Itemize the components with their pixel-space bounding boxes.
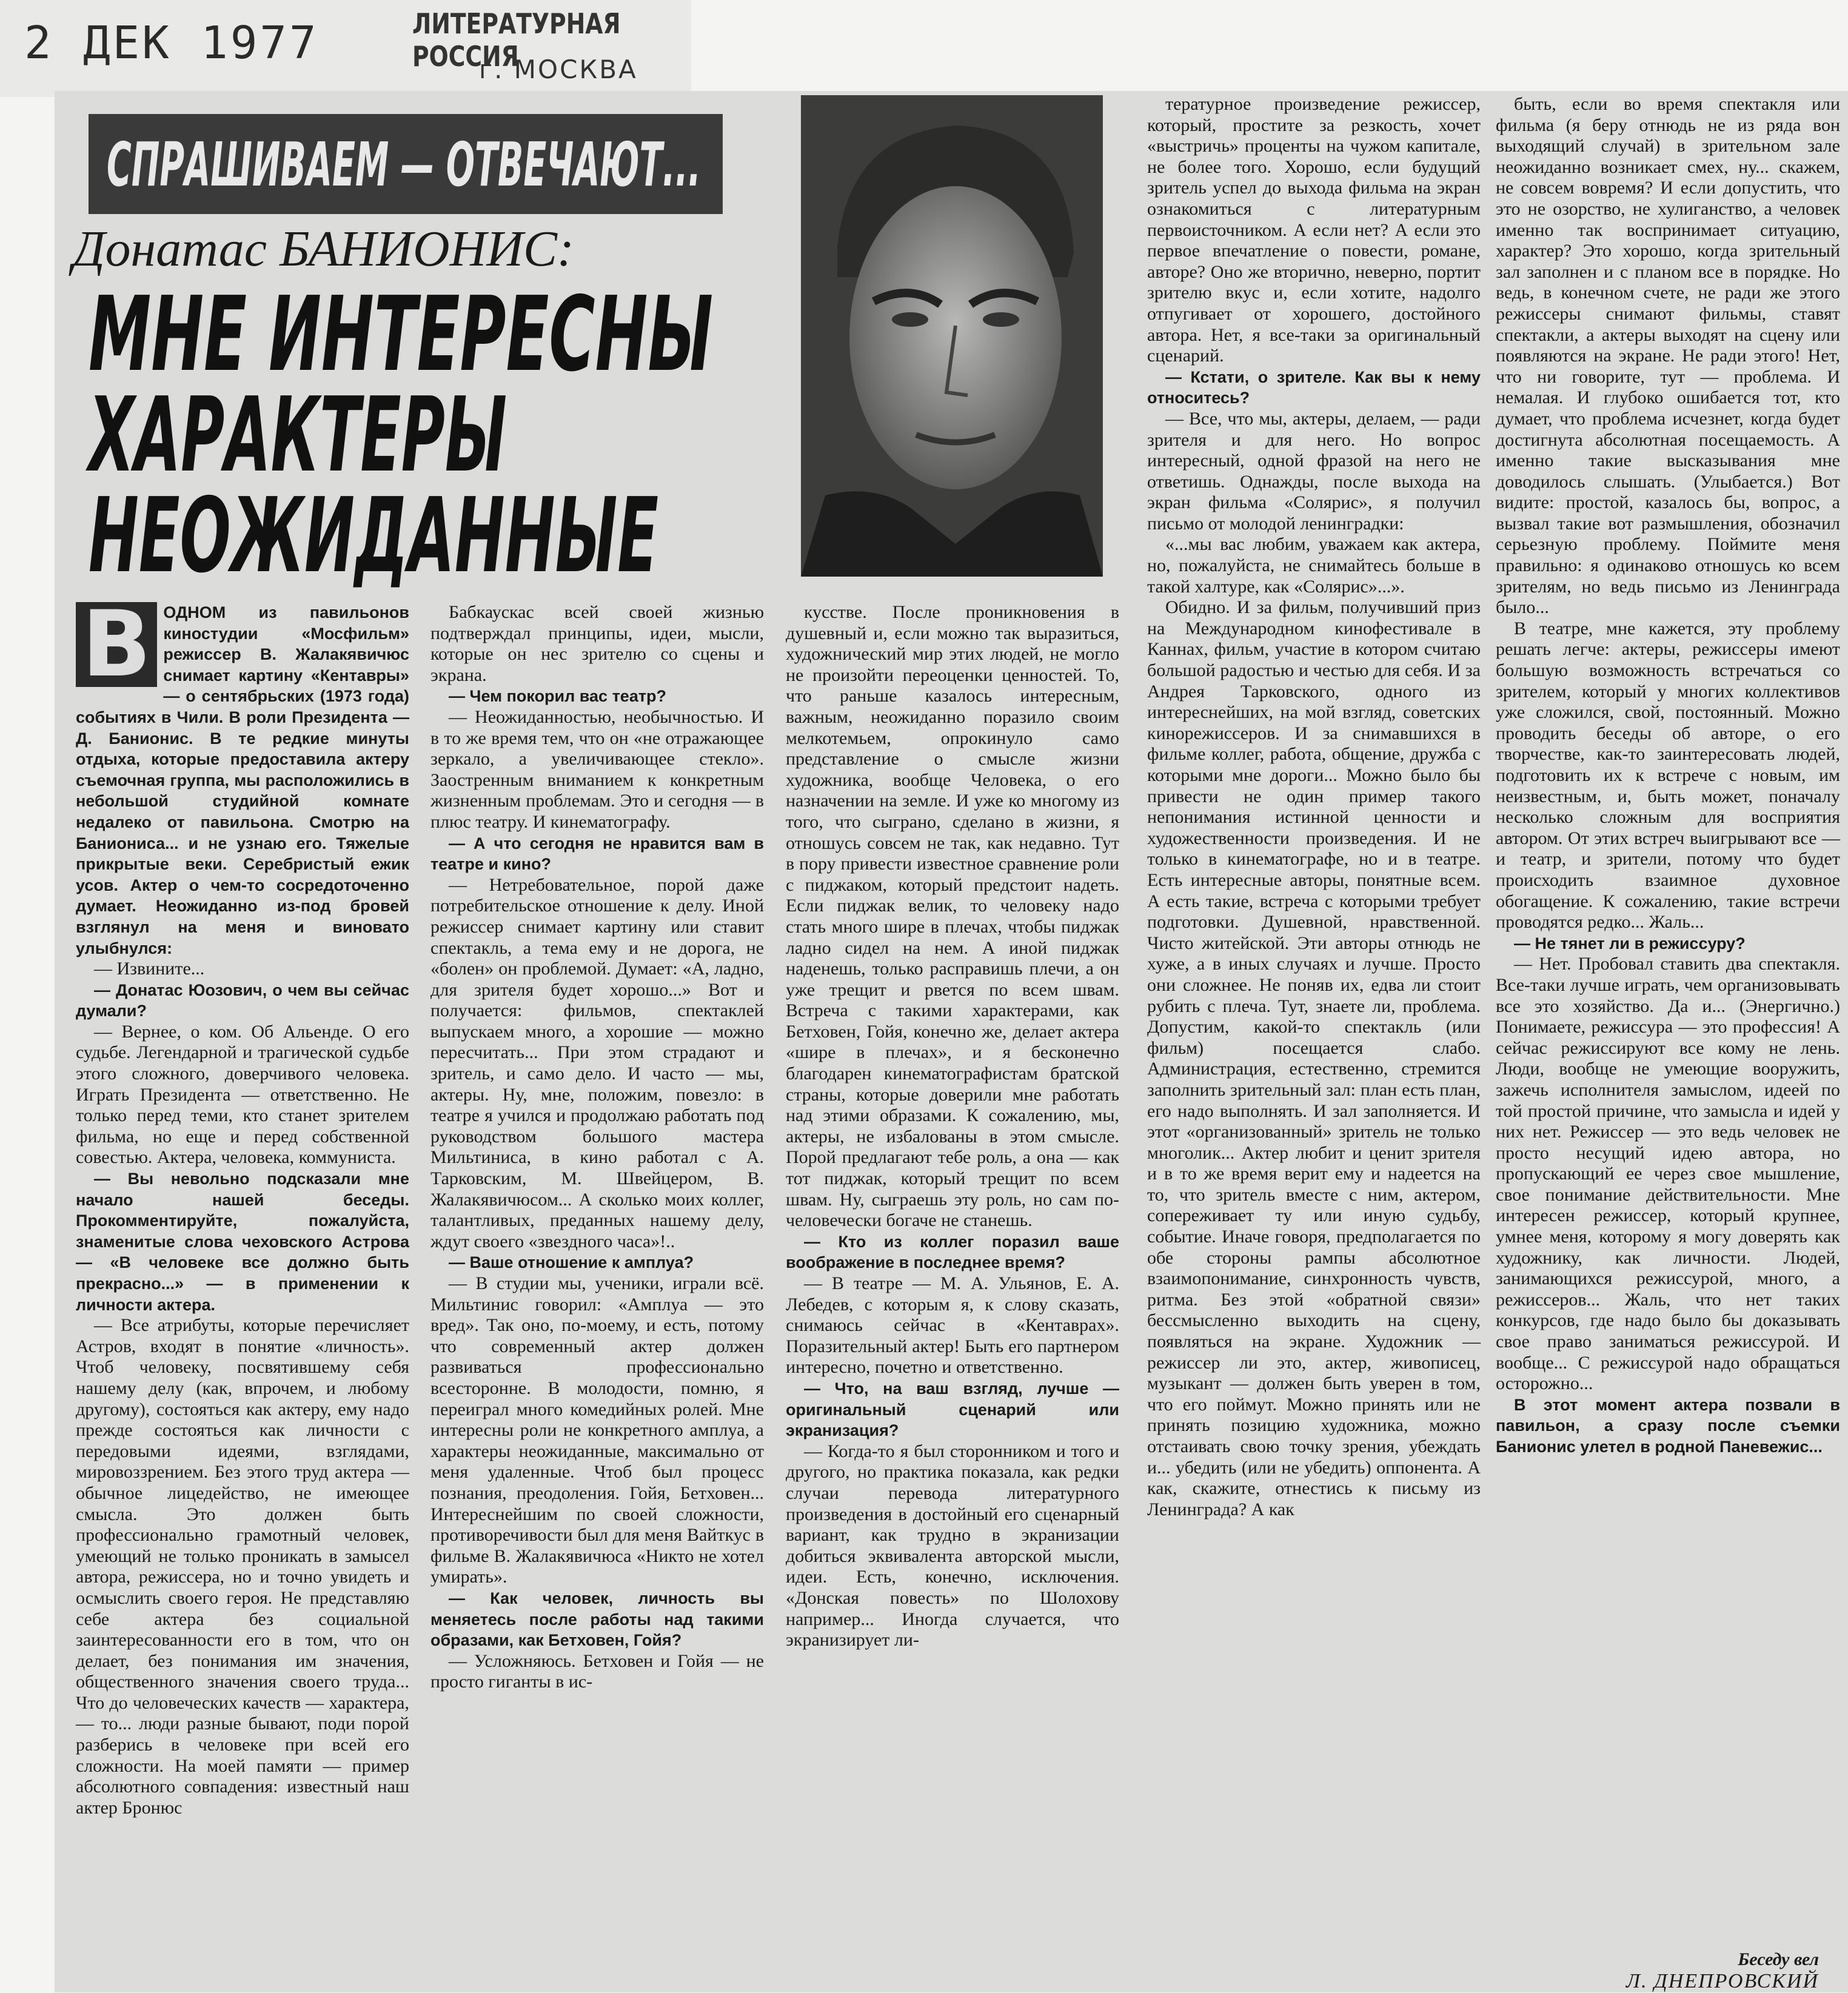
interviewee-name: Донатас БАНИОНИС:	[73, 221, 574, 277]
article-column-4	[1147, 94, 1481, 1968]
portrait-photo	[801, 95, 1103, 577]
question-paragraph: — Кстати, о зрителе. Как вы к нему относитесь?	[1147, 367, 1481, 407]
paragraph: — В студии мы, ученики, играли всё. Мильтинис говорил: «Амплуа — это вред». Так оно, по-моему, и есть, потому что современный актер должен развиваться профессионально всесторонне. В молодости, помню, я переиграл много комедийных ролей. Мне интересны роли не конкретного амплуа, а характеры неожиданные, максимально от меня удаленные. Чтоб был процесс познания, преодоления. Гойя, Бетховен... Интереснейшим по своей сложности, противоречивости был для меня Вайткус в фильме В. Жалакявичюса «Никто не хотел умирать».	[430, 1273, 764, 1587]
headline-line: МНЕ ИНТЕРЕСНЫ	[89, 275, 713, 395]
byline-name: Л. ДНЕПРОВСКИЙ	[1626, 1970, 1819, 1992]
stamp-newspaper: ЛИТЕРАТУРНАЯ РОССИЯ	[412, 7, 621, 73]
drop-cap: В	[76, 602, 157, 687]
paragraph: быть, если во время спектакля или фильма (я беру отнюдь не из ряда вон выходящий случай) в зрительном зале неожиданно возникает смех, ну... скажем, не совсем вовремя? И если допустить, что это не озорство, не хулиганство, а человек именно так воспринимает ситуацию, характер? Это хорошо, когда зрительный зал заполнен и с планом все в порядке. Но ведь, в конечном счете, не ради же этого режиссеры снимают фильмы, ставят спектакли, а актеры выходят на сцену или появляются на экране. Не ради этого! Нет, что ни говорите, тут — проблема. И немалая. И глубоко ошибается тот, кто думает, что проблема исчезнет, когда будет достигнута абсолютная посещаемость. А именно такие высказывания мне доводилось слышать. (Улыбается.) Вот видите: простой, казалось бы, вопрос, а вызвал такие вот размышления, обозначил серьезную проблему. Поймите меня правильно: я одинаково отношусь ко всем зрителям, но ведь письмо из Ленинграда было...	[1496, 94, 1840, 618]
paragraph: «...мы вас любим, уважаем как актера, но, пожалуйста, не снимайтесь больше в такой халтуре, как «Солярис»...».	[1147, 534, 1481, 597]
paragraph: — Нет. Пробовал ставить два спектакля. Все-таки лучше играть, чем организовывать все это хозяйство. Да и... (Энергично.) Понимаете, режиссура — это профессия! А сейчас режиссируют все кому не лень. Люди, вообще не умеющие вооружить, зажечь исполнителя замыслом, идеей по той простой причине, что замысла и идей у них нет. Режиссер — это ведь человек не просто несущий идею автора, но пропускающий ее через свое мышление, свое понимание действительности. Мне интересен режиссер, который крупнее, умнее меня, которому я могу доверять как художнику, как личности. Людей, занимающихся режиссурой, много, а режиссеров... Жаль, что нет таких конкурсов, где надо было бы доказывать свое право заниматься режиссурой. И вообще... С режиссурой надо обращаться осторожно...	[1496, 954, 1840, 1394]
paragraph: — Усложняюсь. Бетховен и Гойя — не просто гиганты в ис-	[430, 1650, 764, 1692]
question-paragraph: — Вы невольно подсказали мне начало нашей беседы. Прокомментируйте, пожалуйста, знаменитые слова чеховского Астрова — «В человеке все должно быть прекрасно...» — в применении к личности актера.	[76, 1170, 409, 1314]
article-column-2	[430, 602, 764, 1966]
paragraph: — Все, что мы, актеры, делаем, — ради зрителя и для него. Но вопрос интересный, одной фразой на него не ответишь. Однажды, после выхода на экран фильма «Солярис», я получил письмо от молодой ленинградки:	[1147, 408, 1481, 534]
paragraph: Обидно. И за фильм, получивший приз на Международном кинофестивале в Каннах, фильм, участие в котором считаю большой радостью и честью для себя. И за Андрея Тарковского, одного из интереснейших, на мой взгляд, советских кинорежиссеров. И за снимавшихся в фильме коллег, работа, общение, дружба с которыми мне дороги... Можно было бы привести не один пример такого непонимания истинной ценности и художественности произведения. И не только в кинематографе, но и в театре. Есть интересные авторы, понятные всем. А есть такие, встреча с которыми требует подготовки. Душевной, нравственной. Чисто житейской. Эти авторы отнюдь не хуже, а в иных случаях и лучше. Просто они сложнее. Не поняв их, едва ли стоит рубить с плеча. Тут, знаете ли, проблема. Допустим, какой-то спектакль (или фильм) посещается слабо. Администрация, естественно, стремится заполнить зрительный зал: план есть план, его надо выполнять. И зал заполняется. И этот «организованный» зритель не только многолик... Актер любит и ценит зрителя и в то же время верит ему и надеется на то, что зритель вместе с ним, актером, сопереживает ту или иную судьбу, событие. Иначе говоря, предполагается по обе стороны рампы абсолютное взаимопонимание, синхронность чувств, ритма. Без этой «обратной связи» бессмысленно выходить на сцену, появляться на экране. Художник — режиссер ли это, актер, живописец, музыкант — должен быть уверен в том, что его поймут. Можно принять или не принять позицию художника, можно отстаивать свою точку зрения, убеждать и... убедить (или не убедить) оппонента. А как, скажите, отнестись к письму из Ленинграда? А как	[1147, 597, 1481, 1519]
stamp-date: 2 ДЕК 1977	[24, 17, 319, 69]
paragraph: В театре, мне кажется, эту проблему решать легче: актеры, режиссеры имеют большую возможность встречаться со зрителем, который у многих коллективов уже сложился, свой, постоянный. Можно проводить беседы об авторе, о его творчестве, как-то заинтересовать людей, подготовить их к встрече с новым, им неизвестным, и, быть может, поначалу несколько сложным для восприятия автором. От этих встреч выигрывают все — и театр, и зрители, потому что будет происходить взаимное духовное обогащение. К сожалению, такие встречи проводятся редко... Жаль...	[1496, 618, 1840, 933]
question-paragraph: — А что сегодня не нравится вам в театре и кино?	[430, 834, 764, 874]
byline-label: Беседу вел	[1738, 1949, 1819, 1969]
paragraph: кусстве. После проникновения в душевный и, если можно так выразиться, художнический мир этих людей, не могло не произойти переоценки ценностей. То, что раньше казалось интересным, важным, неожиданно поразило своим мелкотемьем, опрокинуло само представление о смысле жизни художника, вообще Человека, о его назначении на земле. И уже ко многому из того, что сыграно, сделано в жизни, я отношусь совсем не так, как недавно. Тут в пору привести известное сравнение роли с пиджаком, который предстоит надеть. Если пиджак велик, то человеку надо стать много шире в плечах, чтобы пиджак ладно сидел на нем. А иной пиджак наденешь, только расправишь плечи, а он уже трещит и рвется по всем швам. Встреча с такими характерами, как Бетховен, Гойя, конечно же, делает актера «шире в плечах», и я бесконечно благодарен кинематографистам братской страны, которые доверили мне работать над этими образами. К сожалению, мы, актеры, не избалованы в этом смысле. Порой предлагают тебе роль, а она — как тот пиджак, который трещит по всем швам. Ну, сыграешь эту роль, но сам по-человечески богаче не станешь.	[786, 602, 1119, 1231]
byline	[1552, 1949, 1819, 1993]
question-paragraph: — Ваше отношение к амплуа?	[449, 1253, 694, 1272]
paragraph: Бабкаускас всей своей жизнью подтверждал принципы, идеи, мысли, которые он нес зрителю со сцены и экрана.	[430, 602, 764, 685]
question-paragraph: — Кто из коллег поразил ваше воображение в последнее время?	[786, 1232, 1119, 1272]
rubric-banner	[89, 114, 723, 214]
question-paragraph: В этот момент актера позвали в павильон, а сразу после съемки Банионис улетел в родной Паневежис...	[1496, 1395, 1840, 1456]
headline	[85, 275, 782, 596]
headline-line: НЕОЖИДАННЫЕ	[89, 476, 658, 596]
rubric-title: СПРАШИВАЕМ — ОТВЕЧАЮТ...	[107, 129, 701, 200]
paragraph: — Неожиданностью, необычностью. И в то же время тем, что он «не отражающее зеркало, а увеличивающее стекло». Заостренным вниманием к конкретным жизненным проблемам. Это и сегодня — в плюс театру. И кинематографу.	[430, 706, 764, 832]
article-column-1	[76, 592, 409, 1966]
paragraph: — В театре — М. А. Ульянов, Е. А. Лебедев, с которым я, к слову сказать, снимаюсь сейчас в «Кентаврах». Поразительный актер! Быть его партнером интересно, почетно и ответственно.	[786, 1273, 1119, 1378]
paragraph: — Все атрибуты, которые перечисляет Астров, входят в понятие «личность». Чтоб человеку, посвятившему себя нашему делу (как, впрочем, и любому другому), состояться как актеру, ему надо прежде состояться как личности с передовыми идеями, взглядами, мировоззрением. Без этого труд актера — обычное лицедейство, не имеющее смысла. Это должен быть профессионально грамотный человек, умеющий не только проникать в замысел автора, режиссера, но и точно увидеть и осмыслить своего героя. Не представляю себе актера без социальной заинтересованности его в том, что он делает, без понимания им значения, общественного значения своего труда... Что до человеческих качеств — характера, — то... люди разные бывают, поди порой разберись в человеке при всей его сложности. На моей памяти — пример абсолютного совпадения: известный наш актер Бронюс	[76, 1315, 409, 1818]
stamp-city: г. МОСКВА	[479, 55, 638, 84]
question-paragraph: — Чем покорил вас театр?	[449, 687, 667, 706]
archive-stamp	[0, 0, 691, 97]
paragraph: — Извините...	[94, 959, 205, 979]
paragraph: — Вернее, о ком. Об Альенде. О его судьбе. Легендарной и трагической судьбе этого сложного, доверчивого человека. Играть Президента — ответственно. Не только перед теми, кто станет зрителем фильма, но еще и перед собственной совестью. Актера, человека, коммуниста.	[76, 1021, 409, 1168]
article-column-5	[1496, 94, 1840, 1943]
article-column-3	[786, 602, 1119, 1966]
question-paragraph: ОДНОМ из павильонов киностудии «Мосфильм» режиссер В. Жалакявичюс снимает картину «Кентавры» — о сентябрьских (1973 года) событиях в Чили. В роли Президента — Д. Банионис. В те редкие минуты отдыха, которые предоставила актеру съемочная группа, мы расположились в небольшой студийной комнате недалеко от павильона. Смотрю на Баниониса... и не узнаю его. Тяжелые прикрытые веки. Серебристый ежик усов. Актер о чем-то сосредоточенно думает. Неожиданно из-под бровей взглянул на меня и виновато улыбнулся:	[76, 603, 409, 957]
question-paragraph: — Как человек, личность вы меняетесь после работы над такими образами, как Бетховен, Гойя?	[430, 1589, 764, 1650]
paragraph: — Нетребовательное, порой даже потребительское отношение к делу. Иной режиссер снимает картину или ставит спектакль, а тема ему и не дорога, не «болен» он проблемой. Думает: «А, ладно, для зрителя будет хорошо...» Вот и получается: фильмов, спектаклей выпускаем много, а хорошие — можно пересчитать... При этом страдают и зритель, и само дело. И часто — мы, актеры. Ну, мне, положим, повезло: в театре я учился и продолжаю работать под руководством большого мастера Мильтиниса, в кино работал с А. Тарковским, М. Швейцером, В. Жалакявичюсом... А сколько моих коллег, талантливых, преданных нашему делу, ждут своего «звездного часа»!..	[430, 874, 764, 1251]
paragraph: — Когда-то я был сторонником и того и другого, но практика показала, как редки случаи перевода литературного произведения в достойный его сценарный вариант, как трудно в экранизации добиться эквивалента авторской мысли, идеи. Есть, конечно, исключения. «Донская повесть» по Шолохову например... Иногда случается, что экранизирует ли-	[786, 1441, 1119, 1650]
paragraph: тературное произведение режиссер, который, простите за резкость, хочет «выстричь» проценты на чужом капитале, не более того. Хорошо, если будущий зритель успел до выхода фильма на экран ознакомиться с литературным первоисточником. А если нет? А если это первое впечатление о повести, романе, авторе? Оно же вторично, неверно, портит зрителю вкус и, если хотите, надолго отпугивает от хорошего, достойного автора. Нет, я все-таки за оригинальный сценарий.	[1147, 94, 1481, 366]
question-paragraph: — Что, на ваш взгляд, лучше — оригинальный сценарий или экранизация?	[786, 1379, 1119, 1440]
question-paragraph: — Не тянет ли в режиссуру?	[1514, 934, 1746, 953]
headline-line: ХАРАКТЕРЫ	[85, 375, 507, 495]
question-paragraph: — Донатас Юозович, о чем вы сейчас думали?	[76, 980, 409, 1020]
